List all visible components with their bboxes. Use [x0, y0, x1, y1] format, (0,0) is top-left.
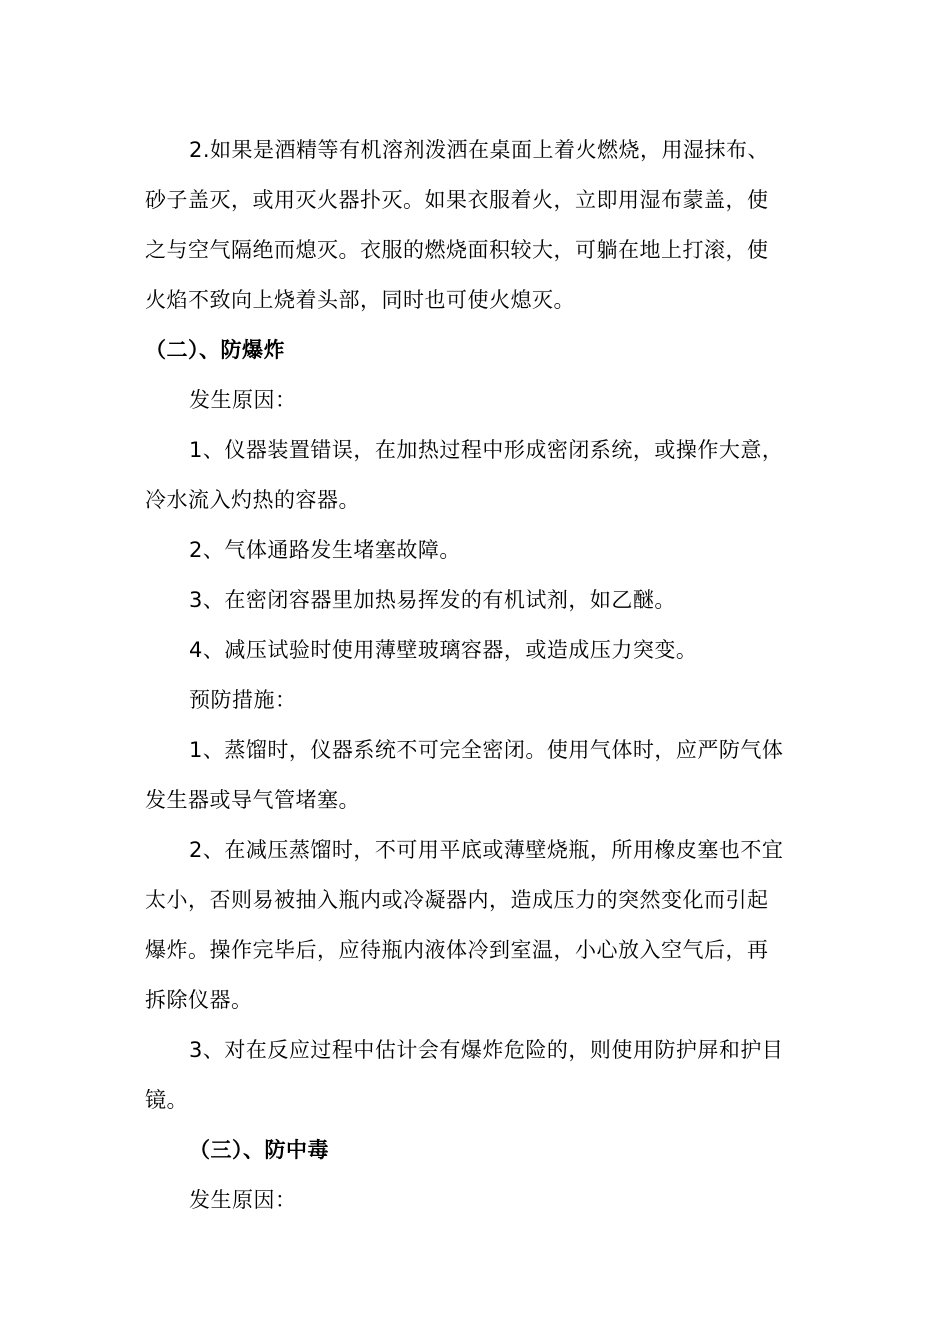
paragraph-line: 3、在密闭容器里加热易挥发的有机试剂，如乙醚。 — [189, 588, 676, 612]
section-heading: （二）、防爆炸 — [145, 338, 285, 362]
paragraph-line: 发生器或导气管堵塞。 — [145, 788, 360, 812]
paragraph-line: 1、蒸馏时，仪器系统不可完全密闭。使用气体时，应严防气体 — [189, 738, 784, 762]
paragraph-line: 之与空气隔绝而熄灭。衣服的燃烧面积较大，可躺在地上打滚，使 — [145, 238, 769, 262]
paragraph-line: 2.如果是酒精等有机溶剂泼洒在桌面上着火燃烧，用湿抹布、 — [189, 138, 770, 162]
paragraph-line: 拆除仪器。 — [145, 988, 253, 1012]
paragraph-line: 火焰不致向上烧着头部，同时也可使火熄灭。 — [145, 288, 575, 312]
paragraph-line: 砂子盖灭，或用灭火器扑灭。如果衣服着火，立即用湿布蒙盖，使 — [145, 188, 769, 212]
paragraph-line: 4、减压试验时使用薄壁玻璃容器，或造成压力突变。 — [189, 638, 698, 662]
subheading-line: 预防措施： — [189, 688, 297, 712]
paragraph-line: 3、对在反应过程中估计会有爆炸危险的，则使用防护屏和护目 — [189, 1038, 784, 1062]
paragraph-line: 2、在减压蒸馏时，不可用平底或薄壁烧瓶，所用橡皮塞也不宜 — [189, 838, 784, 862]
section-heading: （三）、防中毒 — [189, 1138, 329, 1162]
subheading-line: 发生原因： — [189, 1188, 297, 1212]
paragraph-line: 1、仪器装置错误，在加热过程中形成密闭系统，或操作大意， — [189, 438, 784, 462]
subheading-line: 发生原因： — [189, 388, 297, 412]
paragraph-line: 爆炸。操作完毕后，应待瓶内液体冷到室温，小心放入空气后，再 — [145, 938, 769, 962]
paragraph-line: 2、气体通路发生堵塞故障。 — [189, 538, 461, 562]
paragraph-line: 太小，否则易被抽入瓶内或冷凝器内，造成压力的突然变化而引起 — [145, 888, 769, 912]
paragraph-line: 冷水流入灼热的容器。 — [145, 488, 360, 512]
paragraph-line: 镜。 — [145, 1088, 188, 1112]
